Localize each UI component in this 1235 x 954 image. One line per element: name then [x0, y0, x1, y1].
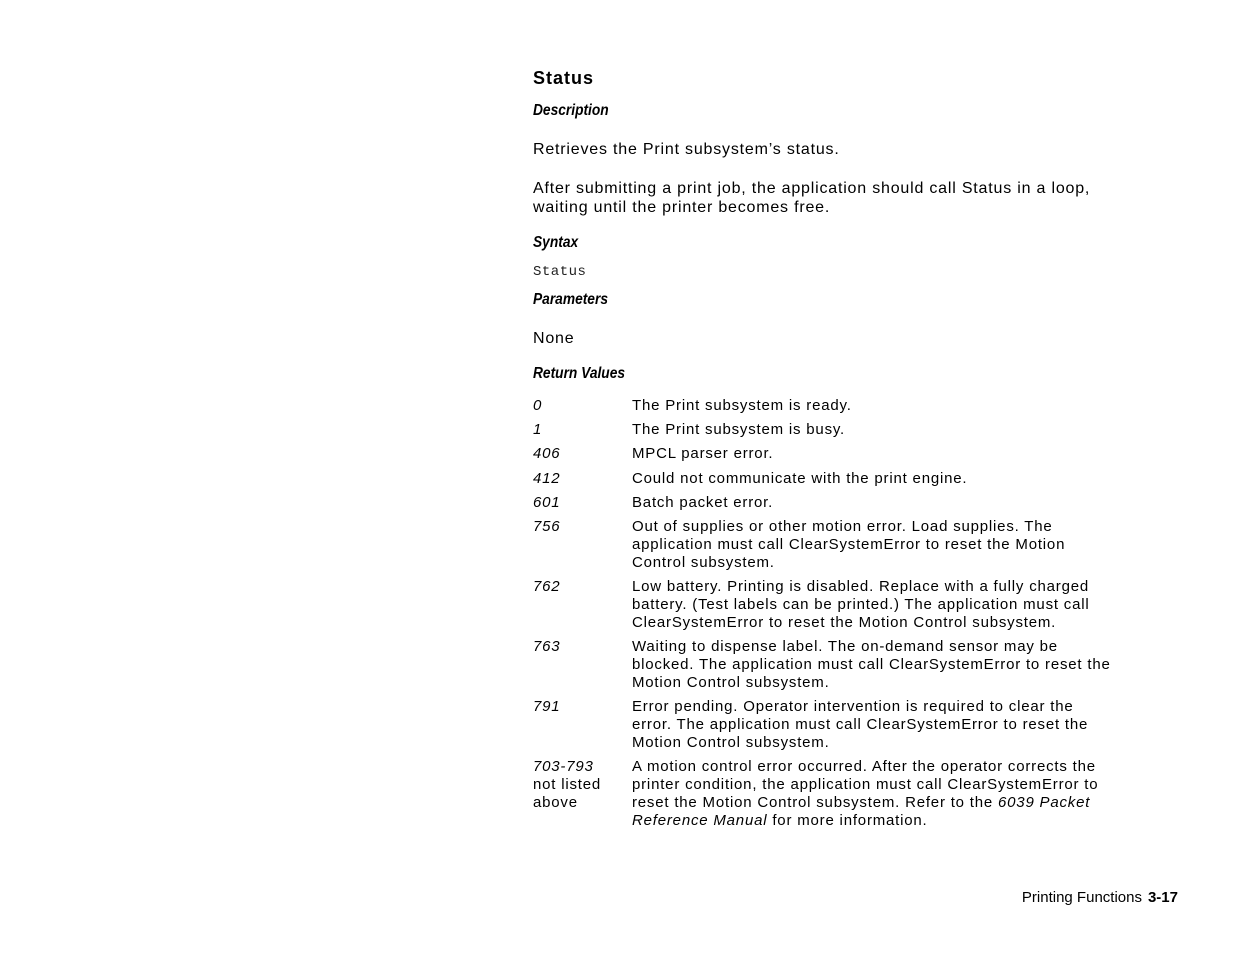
return-value-line: Low battery. Printing is disabled. Replace with a fully charged: [632, 578, 1090, 595]
return-value-description: [632, 638, 1172, 692]
footer-section-title: Printing Functions: [1021, 889, 1142, 906]
return-value-code: 791: [533, 698, 561, 715]
return-value-code: 762: [533, 578, 561, 595]
return-value-code: [533, 758, 628, 812]
return-value-line: Out of supplies or other motion error. Load supplies. The: [632, 518, 1053, 535]
return-value-description: [632, 578, 1172, 632]
return-value-line: Batch packet error.: [632, 494, 774, 511]
return-value-line: The Print subsystem is busy.: [632, 421, 846, 438]
return-value-code: 0: [533, 397, 543, 414]
return-value-code-note-1: not listed: [533, 776, 602, 793]
page-title: Status: [533, 68, 595, 88]
description-paragraph-2-line-2: waiting until the printer becomes free.: [533, 199, 831, 216]
page-footer: [1022, 889, 1178, 906]
return-value-line: The Print subsystem is ready.: [632, 397, 852, 414]
return-value-code-note-2: above: [533, 794, 578, 811]
return-value-line: [632, 812, 1172, 830]
return-value-line: [632, 794, 1172, 812]
return-value-line: Motion Control subsystem.: [632, 674, 830, 691]
return-value-code-text: 703-793: [533, 758, 594, 775]
return-value-line: Motion Control subsystem.: [632, 734, 830, 751]
return-value-line: Error pending. Operator intervention is required to clear the: [632, 698, 1074, 715]
return-value-code: 756: [533, 518, 561, 535]
return-value-code: 1: [533, 421, 543, 438]
parameters-heading: Parameters: [533, 291, 608, 308]
footer-page-number: 3-17: [1147, 889, 1178, 906]
return-value-code: 406: [533, 445, 561, 462]
return-value-line: blocked. The application must call ClearSystemError to reset the: [632, 656, 1111, 673]
return-value-description: [632, 397, 1172, 415]
return-values-heading: Return Values: [533, 365, 626, 382]
return-value-line: application must call ClearSystemError to reset the Motion: [632, 536, 1066, 553]
return-value-description: [632, 698, 1172, 752]
return-value-line: Waiting to dispense label. The on-demand sensor may be: [632, 638, 1058, 655]
return-value-line: MPCL parser error.: [632, 445, 774, 462]
description-heading: Description: [533, 102, 609, 119]
return-value-line: error. The application must call ClearSystemError to reset the: [632, 716, 1089, 733]
description-paragraph-2-line-1: After submitting a print job, the application should call Status in a loop,: [533, 180, 1091, 197]
return-value-description: [632, 445, 1172, 463]
return-value-line: ClearSystemError to reset the Motion Control subsystem.: [632, 614, 1057, 631]
return-value-description: [632, 494, 1172, 512]
return-value-description: [632, 421, 1172, 439]
return-value-line: printer condition, the application must call ClearSystemError to: [632, 776, 1099, 793]
return-value-line: Could not communicate with the print engine.: [632, 470, 968, 487]
return-value-line: battery. (Test labels can be printed.) The application must call: [632, 596, 1090, 613]
return-value-text: for more information.: [767, 812, 928, 829]
manual-title-part-1: 6039 Packet: [998, 794, 1091, 811]
return-value-code: 763: [533, 638, 561, 655]
return-value-description: [632, 518, 1172, 572]
syntax-code: Status: [533, 264, 587, 280]
return-value-line: Control subsystem.: [632, 554, 775, 571]
return-value-line: A motion control error occurred. After the operator corrects the: [632, 758, 1096, 775]
return-value-description: [632, 758, 1172, 830]
syntax-heading: Syntax: [533, 234, 579, 251]
manual-title-part-2: Reference Manual: [632, 812, 768, 829]
return-value-code: 412: [533, 470, 561, 487]
parameters-value: None: [533, 330, 575, 347]
return-value-description: [632, 470, 1172, 488]
return-value-code: 601: [533, 494, 561, 511]
description-paragraph-1: Retrieves the Print subsystem’s status.: [533, 141, 840, 158]
return-value-text: reset the Motion Control subsystem. Refer to the: [632, 794, 999, 811]
